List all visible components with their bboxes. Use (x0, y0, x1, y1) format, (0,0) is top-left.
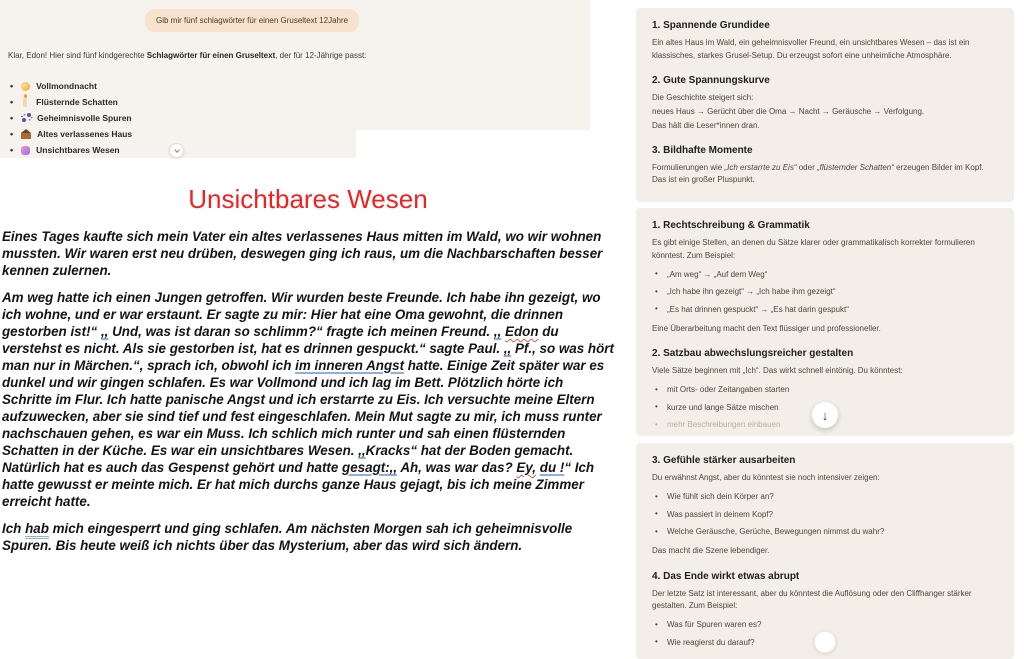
feedback-card-strengths (636, 8, 1014, 202)
section-heading: 2. Gute Spannungskurve (652, 75, 770, 86)
suggestion-item: • kurze und lange Sätze mischen (652, 402, 998, 413)
section-body: Ein altes Haus im Wald, ein geheimnisvoller Freund, ein unsichtbares Wesen – das ist ein klassisches, starkes Grusel-Setup. Du erzeugst sofort eine unheimliche Atmosphäre. (652, 38, 970, 60)
story-paragraph: Am weg hatte ich einen Jungen getroffen. Wir wurden beste Freunde. Ich habe ihn gezeigt, wo ich wohne, und er war erstaunt. Er sagte zu mir: Hier hat eine Oma gewohnt, die drinnen gestorben ist!“ ,, Und, was ist daran so schlimm?“ fragte ich meinen Freund. ,, Edon du verstehst es nicht. Als sie gestorben ist, hat es drinnen gespuckt.“ sagte Paul. ,, Pf., so was hört man nur in Märchen.“, sprach ich, obwohl ich im inneren Angst hatte. Einige Zeit später war es dunkel und wir gingen schlafen. Es war Vollmond und ich lag im Bett. Plötzlich hörte ich Schritte im Flur. Ich hatte panische Angst und ich erstarrte zu Eis. Ich versuchte meine Eltern aufzuwecken, aber sie sind tief und fest eingeschlafen. Mein Mut sagte zu mir, ich muss runter nachschauen gehen, es war ein Muss. Ich schlich mich runter und sah einen flüsternden Schatten in der Küche. Es war ein unsichtbares Wesen. ,,Kracks“ hat der Boden gemacht. Natürlich hat es auch das Gespenst gehört und hatte gesagt:,, Ah, was war das? Ey, du !“ Ich hatte gewusst er meinte mich. Er hat mich durchs ganze Haus gejagt, bis ich meine Zimmer erreicht hatte. (2, 290, 614, 509)
suggestion-item: • Wie fühlt sich dein Körper an? (652, 491, 998, 502)
old-house-icon (21, 133, 31, 139)
keyword-label: Geheimnisvolle Spuren (37, 113, 132, 123)
keyword-item (10, 110, 132, 126)
chevron-down-icon (174, 147, 180, 153)
section-body: Es gibt einige Stellen, an denen du Sätze klarer oder grammatikalisch korrekter formulieren könntest. Zum Beispiel: (652, 238, 975, 260)
section-body: Der letzte Satz ist interessant, aber du könntest die Auflösung oder den Cliffhanger stärker gestalten. Zum Beispiel: (652, 588, 972, 610)
suggestion-item: • „Am weg“ → „Auf dem Weg“ (652, 269, 998, 280)
arrow-down-icon: ↓ (821, 407, 829, 423)
full-moon-icon (21, 82, 30, 91)
feedback-card-improvements-1 (636, 208, 1014, 436)
bullet-dot: • (10, 113, 14, 123)
keyword-label: Altes verlassenes Haus (37, 129, 133, 139)
section-heading: 2. Satzbau abwechslungsreicher gestalten (652, 348, 854, 359)
section-heading: 1. Spannende Grundidee (652, 20, 770, 31)
suggestion-item: • „Ich habe ihn gezeigt“ → „Ich habe ihm gezeigt“ (652, 286, 998, 297)
suggestion-item: • mehr Beschreibungen einbauen (652, 419, 998, 430)
ghost-icon (21, 146, 30, 155)
keyword-item (10, 94, 132, 110)
suggestion-item: • Was für Spuren waren es? (652, 619, 998, 630)
story-paragraph: Eines Tages kaufte sich mein Vater ein altes verlassenes Haus mitten im Wald, wo wir wohnen mussten. Wir waren erst neu drüben, deswegen ging ich raus, um die Nachbarschaften besser kennen zulernen. (2, 229, 603, 278)
keyword-label: Vollmondnacht (36, 81, 97, 91)
bullet-dot: • (10, 129, 14, 139)
suggestion-item: • Welche Geräusche, Gerüche, Bewegungen nimmst du wahr? (652, 526, 998, 537)
section-heading: 3. Bildhafte Momente (652, 144, 753, 156)
keyword-label: Flüsternde Schatten (36, 97, 118, 107)
section-heading: 1. Rechtschreibung & Grammatik (652, 220, 810, 231)
section-heading: 3. Gefühle stärker ausarbeiten (652, 455, 796, 466)
suggestion-item: • „Es hat drinnen gespuckt“ → „Es hat darin gespukt“ (652, 304, 998, 315)
section-line: Das hält die Leser*innen dran. (652, 121, 760, 130)
chat-panel (0, 0, 592, 160)
suggestion-list (652, 491, 998, 537)
suggestion-list (652, 269, 998, 315)
scroll-down-button-partial[interactable] (814, 631, 836, 653)
bullet-dot: • (10, 145, 14, 155)
user-message-bubble: Gib mir fünf schlagwörter für einen Gruseltext 12Jahre (145, 9, 359, 32)
section-body: Formulierungen wie „Ich erstarrte zu Eis“ oder „flüsternder Schatten“ erzeugen Bilder im Kopf. Das ist ein großer Pluspunkt. (652, 162, 984, 184)
feedback-card-improvements-2 (636, 443, 1014, 659)
section-line: Die Geschichte steigert sich: (652, 93, 754, 102)
section-body: Viele Sätze beginnen mit „Ich“. Das wirkt schnell eintönig. Du könntest: (652, 366, 903, 375)
story-paragraph: Ich hab mich eingesperrt und ging schlafen. Am nächsten Morgen sah ich geheimnisvolle Spuren. Bis heute weiß ich nichts über das Mysterium, aber das wird sich ändern. (2, 521, 573, 553)
section-heading: 4. Das Ende wirkt etwas abrupt (652, 570, 800, 582)
keyword-item (10, 142, 132, 158)
suggestion-item: • Was passiert in deinem Kopf? (652, 509, 998, 520)
feedback-column (636, 0, 1014, 652)
assistant-reply-intro: Klar, Edon! Hier sind fünf kindgerechte Schlagwörter für einen Gruseltext, der für 12-Jährige passt: (8, 51, 367, 60)
section-body: Eine Überarbeitung macht den Text flüssiger und professioneller. (652, 323, 881, 333)
section-body: Das macht die Szene lebendiger. (652, 546, 770, 555)
candle-icon (23, 98, 27, 107)
suggestion-item: • mit Orts- oder Zeitangaben starten (652, 384, 998, 395)
suggestion-item: • Wie reagierst du darauf? (652, 637, 998, 648)
bullet-dot: • (10, 97, 14, 107)
keyword-item (10, 78, 132, 94)
keyword-label: Unsichtbares Wesen (36, 145, 120, 155)
scroll-down-button[interactable] (812, 402, 838, 428)
bullet-dot: • (10, 81, 14, 91)
document-title: Unsichtbares Wesen (188, 184, 428, 214)
scroll-down-button[interactable] (169, 143, 184, 158)
keyword-item (10, 126, 132, 142)
keyword-list (10, 78, 132, 158)
story-document (2, 184, 614, 564)
section-line: neues Haus → Gerücht über die Oma → Nacht → Geräusche → Verfolgung. (652, 107, 925, 116)
section-body: Du erwähnst Angst, aber du könntest sie noch intensiver zeigen: (652, 473, 880, 482)
paw-prints-icon (21, 113, 31, 123)
